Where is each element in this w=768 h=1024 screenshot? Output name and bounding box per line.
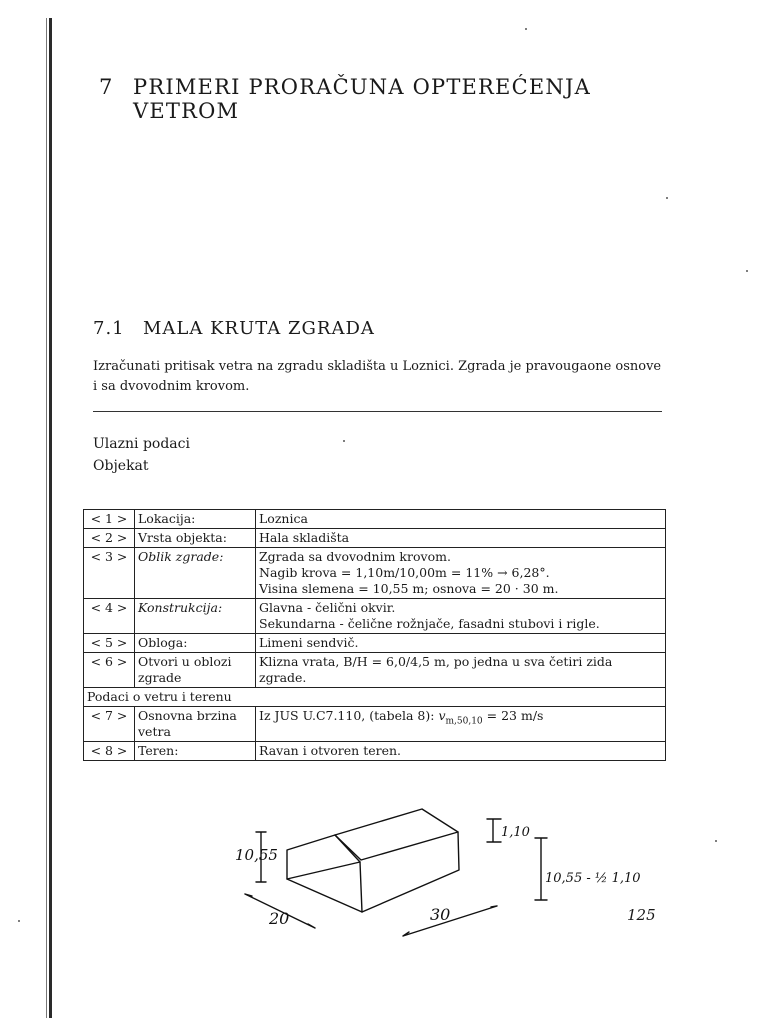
inputs-subheading: Objekat <box>93 458 149 474</box>
row-value-line: Hala skladišta <box>259 530 350 545</box>
wind-speed-symbol: v <box>438 708 446 723</box>
horizontal-rule <box>93 411 662 412</box>
row-label: Konstrukcija: <box>135 599 256 634</box>
scan-speck <box>746 270 748 272</box>
input-data-heading <box>93 433 190 477</box>
row-value-line: Klizna vrata, B/H = 6,0/4,5 m, po jedna u sva četiri zida zgrade. <box>259 654 613 685</box>
row-index: < 8 > <box>84 742 135 761</box>
wind-terrain-heading: Podaci o vetru i terenu <box>84 688 666 707</box>
row-value <box>256 548 666 599</box>
row-value <box>256 599 666 634</box>
sketch-label-height: 10,55 <box>235 846 278 864</box>
row-value-line: Glavna - čelični okvir. <box>259 600 396 615</box>
section-heading <box>93 318 375 339</box>
row-index: < 7 > <box>84 707 135 742</box>
scan-speck <box>18 920 20 922</box>
sketch-building-outline <box>287 809 459 912</box>
page-number: 125 <box>627 906 656 924</box>
row-value-line: Loznica <box>259 511 308 526</box>
sketch-label-30: 30 <box>430 905 451 924</box>
row-value <box>256 510 666 529</box>
table-row <box>84 599 666 634</box>
input-data-table <box>83 509 666 761</box>
binding-edge-shadow <box>46 18 47 1018</box>
inputs-heading: Ulazni podaci <box>93 436 190 452</box>
row-value <box>256 653 666 688</box>
row-index: < 6 > <box>84 653 135 688</box>
wind-speed-subscript: m,50,10 <box>445 716 483 727</box>
scan-speck <box>525 28 527 30</box>
scan-speck <box>666 197 668 199</box>
row-value <box>256 742 666 761</box>
table-row <box>84 634 666 653</box>
table-row <box>84 653 666 688</box>
chapter-title-line1: PRIMERI PRORAČUNA OPTEREĆENJA <box>133 75 591 99</box>
row-index: < 2 > <box>84 529 135 548</box>
row-value-line: Sekundarna - čelične rožnjače, fasadni stubovi i rigle. <box>259 616 600 631</box>
row-value-text: Ravan i otvoren teren. <box>259 743 402 758</box>
table-row <box>84 510 666 529</box>
section-number: 7.1 <box>93 318 125 339</box>
row-index: < 1 > <box>84 510 135 529</box>
row-value-line: Visina slemena = 10,55 m; osnova = 20 · 30 m. <box>259 581 559 596</box>
table-row <box>84 529 666 548</box>
row-index: < 3 > <box>84 548 135 599</box>
building-sketch <box>225 792 645 942</box>
sketch-label-20: 20 <box>269 909 290 928</box>
sketch-dim-eave-height <box>535 838 547 900</box>
row-value-line: Nagib krova = 1,10m/10,00m = 11% → 6,28°. <box>259 565 550 580</box>
row-label: Obloga: <box>135 634 256 653</box>
wind-speed-value: = 23 m/s <box>482 708 544 723</box>
scan-speck <box>343 440 345 442</box>
table-row <box>84 742 666 761</box>
row-label: Teren: <box>135 742 256 761</box>
intro-paragraph: Izračunati pritisak vetra na zgradu skladišta u Loznici. Zgrada je pravougaone osnove i sa dvovodnim krovom. <box>93 359 662 394</box>
row-index: < 5 > <box>84 634 135 653</box>
table-row <box>84 548 666 599</box>
row-label: Otvori u oblozi zgrade <box>135 653 256 688</box>
chapter-title-line2: VETROM <box>133 99 240 123</box>
row-label: Vrsta objekta: <box>135 529 256 548</box>
row-value-line: Zgrada sa dvovodnim krovom. <box>259 549 451 564</box>
row-value <box>256 634 666 653</box>
row-value <box>256 529 666 548</box>
sketch-base-edge <box>287 879 362 912</box>
row-label: Osnovna brzina vetra <box>135 707 256 742</box>
sketch-dim-110 <box>487 819 501 842</box>
row-value-text: Iz JUS U.C7.110, (tabela 8): <box>259 708 439 723</box>
row-value <box>256 707 666 742</box>
table-section-row <box>84 688 666 707</box>
row-label: Lokacija: <box>135 510 256 529</box>
binding-edge <box>49 18 52 1018</box>
section-title: MALA KRUTA ZGRADA <box>143 318 375 339</box>
row-index: < 4 > <box>84 599 135 634</box>
row-label: Oblik zgrade: <box>135 548 256 599</box>
chapter-number: 7 <box>99 75 114 99</box>
table-row <box>84 707 666 742</box>
scan-speck <box>715 840 717 842</box>
sketch-label-eave: 10,55 - ½ 1,10 <box>545 871 641 886</box>
sketch-label-110: 1,10 <box>501 825 530 840</box>
row-value-line: Limeni sendvič. <box>259 635 359 650</box>
